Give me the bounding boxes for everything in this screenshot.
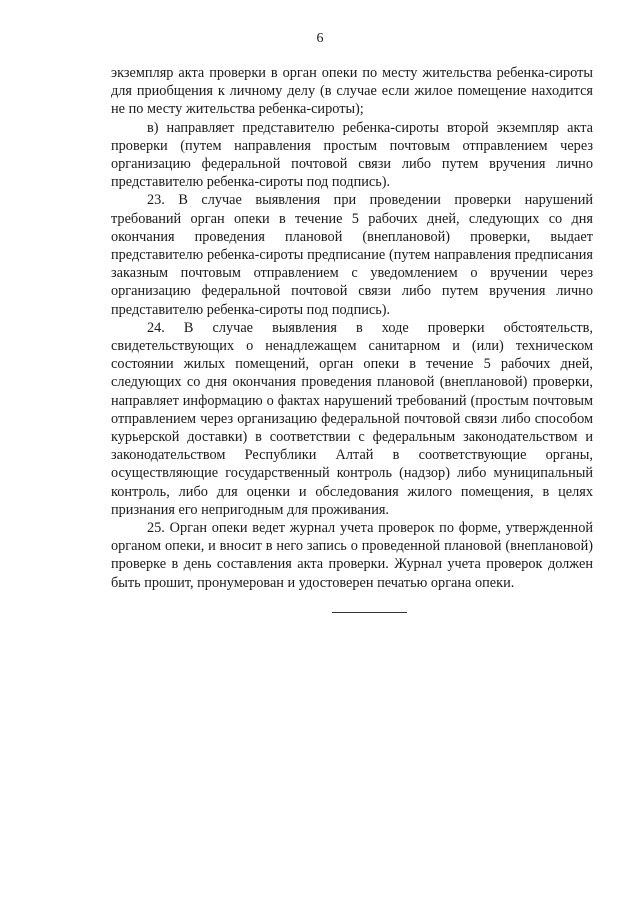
- paragraph-item-23: 23. В случае выявления при проведении проверки нарушений требований орган опеки в течение 5 рабочих дней, следующих со дня окончания проведения плановой (внеплановой) проверки, выдает представителю ребенка-сироты предписание (путем направления предписания заказным почтовым отправлением с уведомлением о вручении через организацию федеральной почтовой связи либо путем вручения лично представителю ребенка-сироты под подпись).: [111, 192, 593, 318]
- paragraph-item-25: 25. Орган опеки ведет журнал учета проверок по форме, утвержденной органом опеки, и вносит в него запись о проведенной плановой (внеплановой) проверке в день составления акта проверки. Журнал учета проверок должен быть прошит, пронумерован и удостоверен печатью органа опеки.: [111, 520, 593, 591]
- paragraph-continuation: экземпляр акта проверки в орган опеки по месту жительства ребенка-сироты для приобщения к личному делу (в случае если жилое помещение находится не по месту жительства ребенка-сироты);: [111, 65, 593, 118]
- closing-rule: [332, 612, 407, 613]
- document-body: [111, 64, 593, 592]
- paragraph-item-v: в) направляет представителю ребенка-сироты второй экземпляр акта проверки (путем направления простым почтовым отправлением через организацию федеральной почтовой связи либо путем вручения лично представителю ребенка-сироты под подпись).: [111, 119, 593, 191]
- paragraph-item-24: 24. В случае выявления в ходе проверки обстоятельств, свидетельствующих о ненадлежащем санитарном и (или) техническом состоянии жилых помещений, орган опеки в течение 5 рабочих дней, следующих со дня окончания проведения плановой (внеплановой) проверки, направляет информацию о фактах нарушений требований (простым почтовым отправлением через организацию федеральной почтовой связи либо способом курьерской доставки) в соответствии с федеральным законодательством и законодательством Республики Алтай в соответствующие органы, осуществляющие государственный контроль (надзор) либо муниципальный контроль, либо для оценки и обследования жилого помещения, в целях признания его непригодным для проживания.: [111, 319, 593, 518]
- page-number: 6: [316, 31, 324, 46]
